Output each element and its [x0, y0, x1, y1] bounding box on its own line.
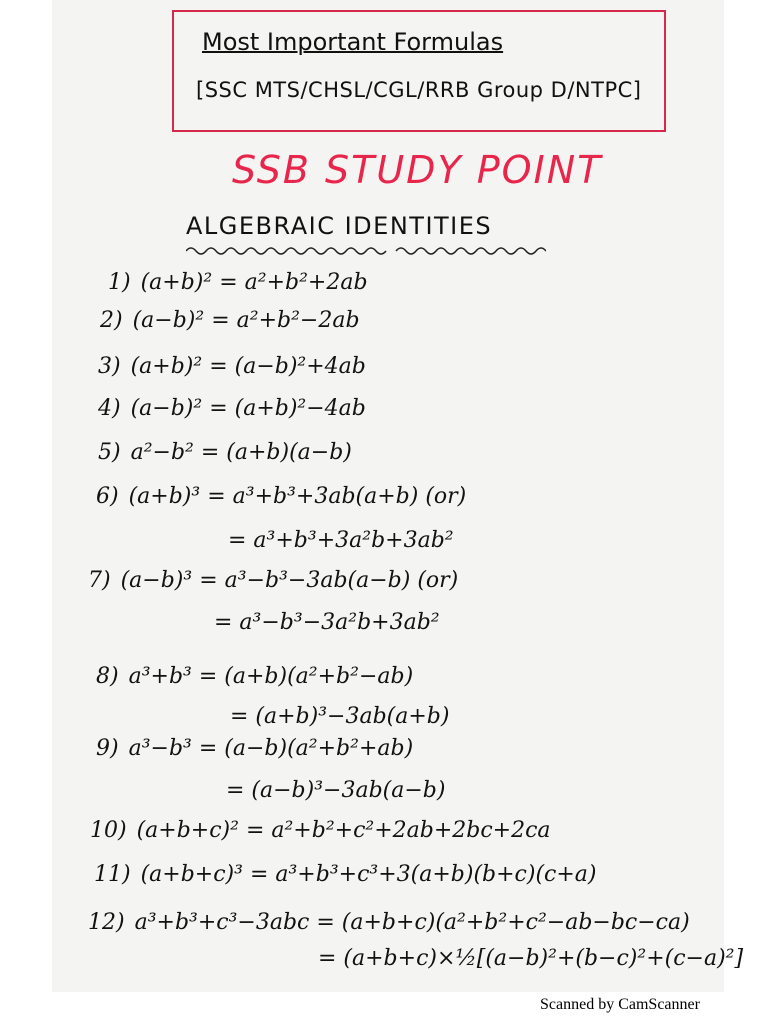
formula-text: (a+b)² = (a−b)²+4ab: [130, 354, 366, 379]
formula-text: = a³+b³+3a²b+3ab²: [228, 528, 454, 553]
formula-line: [228, 528, 454, 553]
formula-number: 11): [94, 862, 131, 887]
formula-number: 4): [98, 396, 121, 421]
formula-text: a³−b³ = (a−b)(a²+b²+ab): [128, 736, 414, 761]
formula-text: (a+b)³ = a³+b³+3ab(a+b) (or): [128, 484, 467, 509]
formula-line: [100, 308, 360, 333]
formula-number: 12): [88, 910, 125, 935]
formula-line: [226, 778, 445, 803]
formula-line: [98, 440, 352, 465]
formula-text: a²−b² = (a+b)(a−b): [130, 440, 352, 465]
formula-text: a³+b³+c³−3abc = (a+b+c)(a²+b²+c²−ab−bc−ca): [134, 910, 690, 935]
formula-text: = (a+b)³−3ab(a+b): [230, 704, 450, 729]
formula-line: [318, 946, 743, 971]
formula-line: [96, 736, 413, 761]
formula-text: (a+b)² = a²+b²+2ab: [140, 270, 368, 295]
formula-text: = (a−b)³−3ab(a−b): [226, 778, 446, 803]
formula-text: (a+b+c)³ = a³+b³+c³+3(a+b)(b+c)(c+a): [140, 862, 597, 887]
formula-line: [90, 818, 551, 843]
formula-number: 9): [96, 736, 119, 761]
formula-text: a³+b³ = (a+b)(a²+b²−ab): [128, 664, 414, 689]
formula-text: (a−b)² = a²+b²−2ab: [132, 308, 360, 333]
formula-line: [94, 862, 597, 887]
formula-text: (a−b)³ = a³−b³−3ab(a−b) (or): [120, 568, 459, 593]
header-box: [172, 10, 666, 132]
formula-line: [88, 910, 690, 935]
wavy-underline: [186, 244, 546, 258]
formula-number: 5): [98, 440, 121, 465]
formula-number: 6): [96, 484, 119, 509]
formula-line: [96, 484, 466, 509]
header-title: Most Important Formulas: [202, 28, 504, 56]
formula-line: [98, 354, 366, 379]
formula-text: = a³−b³−3a²b+3ab²: [214, 610, 440, 635]
formula-line: [96, 664, 413, 689]
formula-line: [230, 704, 449, 729]
formula-text: (a−b)² = (a+b)²−4ab: [130, 396, 366, 421]
formula-number: 7): [88, 568, 111, 593]
formula-line: [88, 568, 458, 593]
formula-text: = (a+b+c)×½[(a−b)²+(b−c)²+(c−a)²]: [318, 946, 744, 971]
formula-line: [214, 610, 440, 635]
formula-line: [98, 396, 366, 421]
formula-number: 8): [96, 664, 119, 689]
formula-number: 1): [108, 270, 131, 295]
formula-line: [108, 270, 368, 295]
formula-number: 2): [100, 308, 123, 333]
formula-text: (a+b+c)² = a²+b²+c²+2ab+2bc+2ca: [136, 818, 551, 843]
formula-number: 3): [98, 354, 121, 379]
formula-number: 10): [90, 818, 127, 843]
brand-title: SSB STUDY POINT: [232, 148, 603, 192]
scanner-watermark: Scanned by CamScanner: [540, 996, 700, 1013]
header-exams: [SSC MTS/CHSL/CGL/RRB Group D/NTPC]: [196, 78, 642, 102]
section-title: ALGEBRAIC IDENTITIES: [186, 212, 493, 240]
